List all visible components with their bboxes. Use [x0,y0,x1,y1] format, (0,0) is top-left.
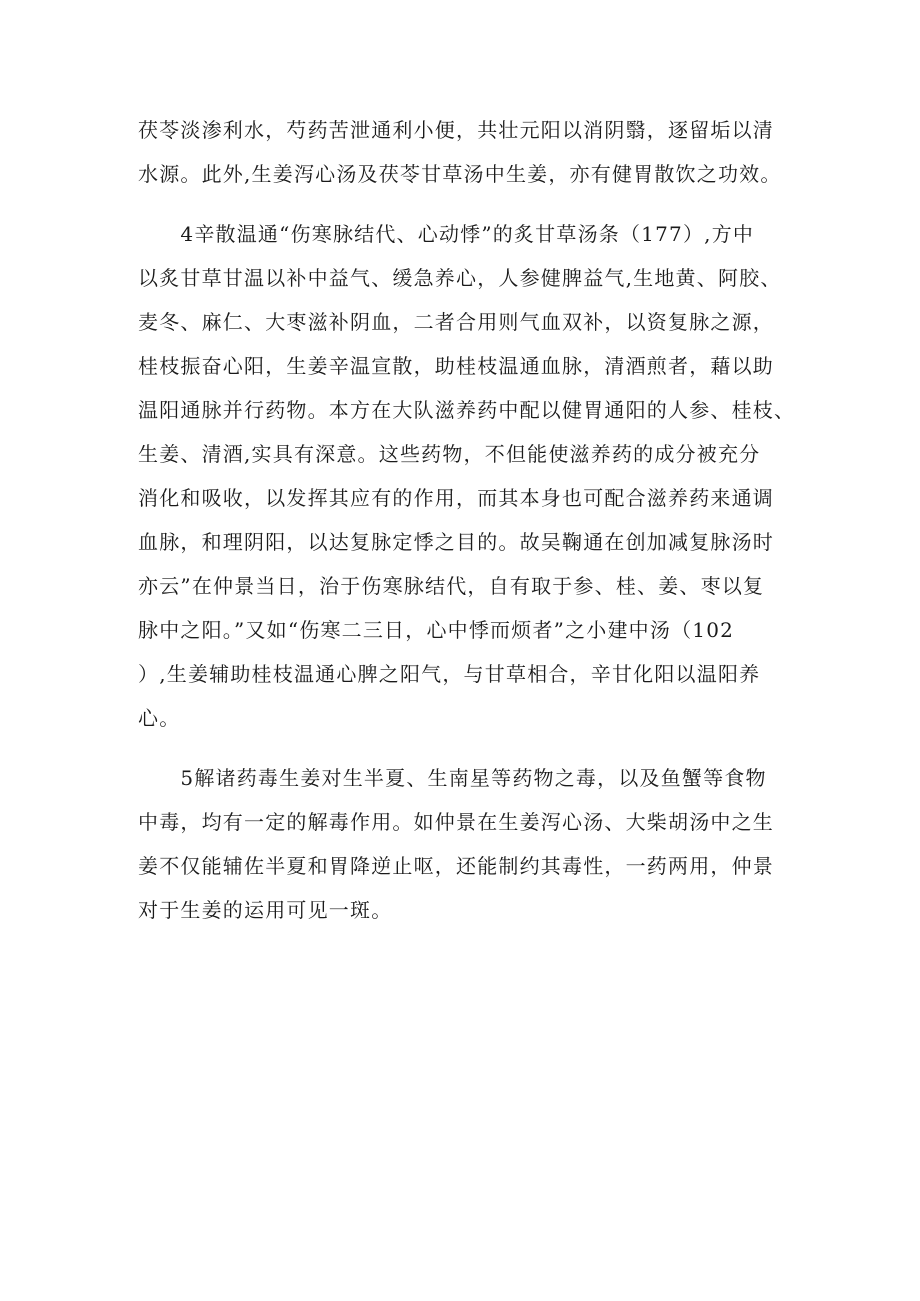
text-line: 生姜、清酒,实具有深意。这些药物，不但能使滋养药的成分被充分 [138,442,761,466]
text-line: 脉中之阳。”又如“伤寒二三日，心中悸而烦者”之小建中汤（102 [138,618,735,642]
paragraph-1 [138,108,788,196]
text-line: ）,生姜辅助桂枝温通心脾之阳气，与甘草相合，辛甘化阳以温阳养 [138,662,761,686]
text-line: 中毒，均有一定的解毒作用。如仲景在生姜泻心汤、大柴胡汤中之生 [138,810,774,834]
text-line: 桂枝振奋心阳，生姜辛温宣散，助桂枝温通血脉，清酒煎者，藉以助 [138,354,774,378]
paragraph-2 [138,212,796,740]
text-line: 对于生姜的运用可见一斑。 [138,898,393,922]
text-line: 温阳通脉并行药物。本方在大队滋养药中配以健胃通阳的人参、桂枝、 [138,398,796,422]
text-line: 以炙甘草甘温以补中益气、缓急养心，人参健脾益气,生地黄、阿胶、 [138,266,782,290]
text-line: 心。 [138,706,181,730]
text-line: 血脉，和理阴阳，以达复脉定悸之目的。故吴鞠通在创加减复脉汤时 [138,530,774,554]
document-body [138,108,796,932]
text-line: 麦冬、麻仁、大枣滋补阴血，二者合用则气血双补，以资复脉之源， [138,310,774,334]
text-line: 亦云”在仲景当日，治于伤寒脉结代，自有取于参、桂、姜、枣以复 [138,574,765,598]
text-line: 消化和吸收，以发挥其应有的作用，而其本身也可配合滋养药来通调 [138,486,774,510]
text-line: 5解诸药毒生姜对生半夏、生南星等药物之毒，以及鱼蟹等食物 [138,766,767,790]
text-line: 茯苓淡渗利水，芍药苦泄通利小便，共壮元阳以消阴翳，逐留垢以清 [138,118,774,142]
text-line: 姜不仅能辅佐半夏和胃降逆止呕，还能制约其毒性，一药两用，仲景 [138,854,774,878]
text-line: 4辛散温通“伤寒脉结代、心动悸”的炙甘草汤条（177）,方中 [138,222,755,246]
paragraph-spacer [138,740,788,756]
text-line: 水源。此外,生姜泻心汤及茯苓甘草汤中生姜，亦有健胃散饮之功效。 [138,162,782,186]
paragraph-spacer [138,196,788,212]
paragraph-3 [138,756,788,932]
